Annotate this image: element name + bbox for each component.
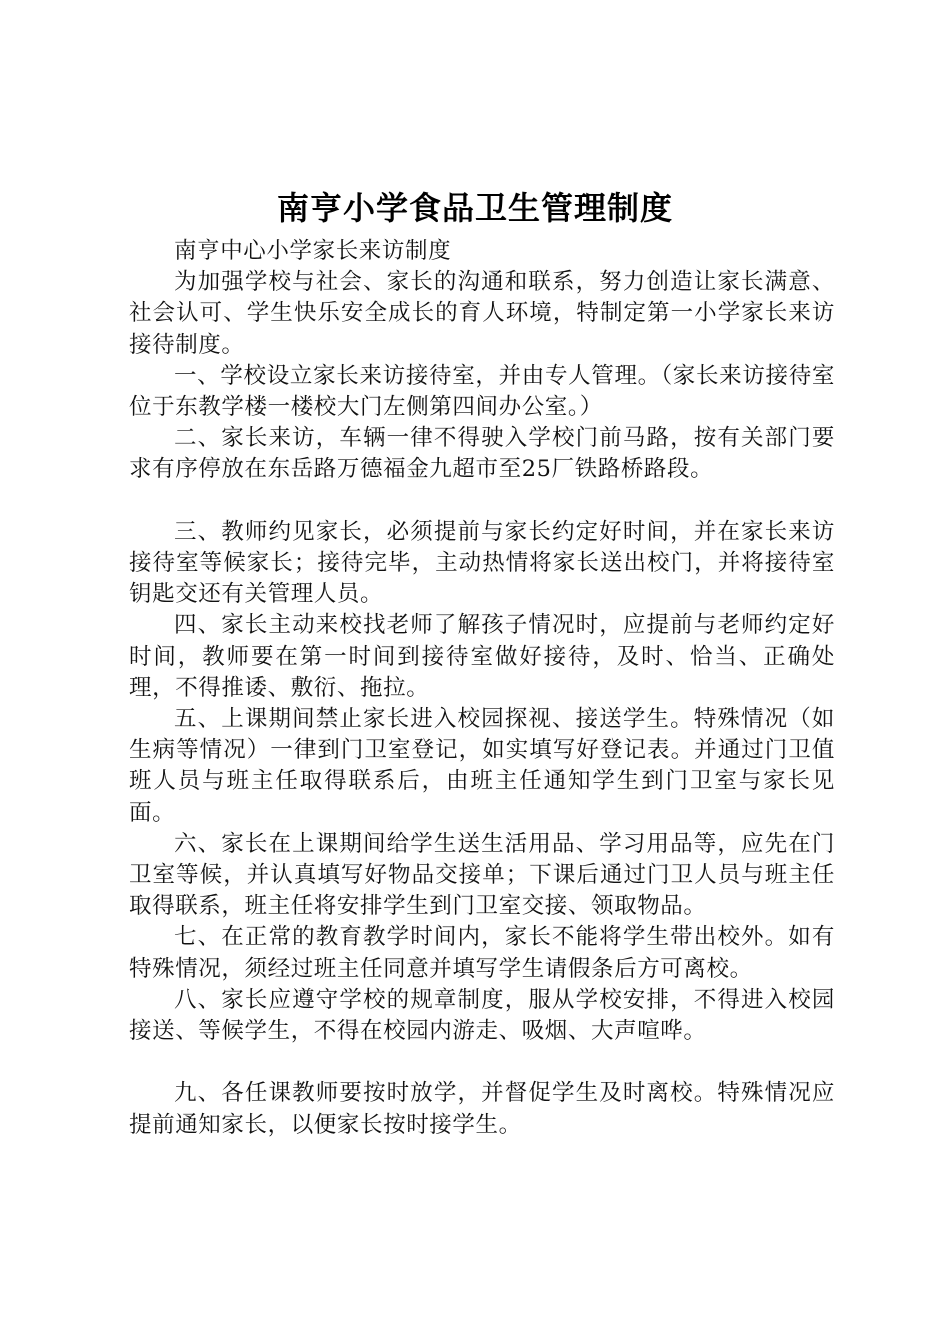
rule-paragraph-8: 八、家长应遵守学校的规章制度，服从学校安排，不得进入校园接送、等候学生，不得在校园内游走、吸烟、大声喧哗。 — [129, 986, 835, 1045]
rule-paragraph-2: 二、家长来访，车辆一律不得驶入学校门前马路，按有关部门要求有序停放在东岳路万德福金九超市至25厂铁路桥路段。 — [129, 425, 835, 483]
rule-paragraph-4: 四、家长主动来校找老师了解孩子情况时，应提前与老师约定好时间，教师要在第一时间到接待室做好接待，及时、恰当、正确处理，不得推诿、敷衍、拖拉。 — [129, 612, 835, 701]
intro-paragraph: 为加强学校与社会、家长的沟通和联系，努力创造让家长满意、社会认可、学生快乐安全成长的育人环境，特制定第一小学家长来访接待制度。 — [129, 269, 835, 358]
paragraph-spacer — [129, 486, 835, 517]
subtitle-paragraph: 南亨中心小学家长来访制度 — [174, 238, 452, 264]
rule-paragraph-5: 五、上课期间禁止家长进入校园探视、接送学生。特殊情况（如生病等情况）一律到门卫室登记，如实填写好登记表。并通过门卫值班人员与班主任取得联系后，由班主任通知学生到门卫室与家长见面。 — [129, 706, 835, 826]
rule-paragraph-9: 九、各任课教师要按时放学，并督促学生及时离校。特殊情况应提前通知家长，以便家长按时接学生。 — [129, 1080, 835, 1138]
rule-paragraph-6: 六、家长在上课期间给学生送生活用品、学习用品等，应先在门卫室等候，并认真填写好物品交接单；下课后通过门卫人员与班主任取得联系，班主任将安排学生到门卫室交接、领取物品。 — [129, 830, 835, 920]
document-body — [129, 236, 835, 1141]
rule-paragraph-1: 一、学校设立家长来访接待室，并由专人管理。（家长来访接待室位于东教学楼一楼校大门左侧第四间办公室。） — [129, 362, 835, 421]
rule-paragraph-7: 七、在正常的教育教学时间内，家长不能将学生带出校外。如有特殊情况，须经过班主任同意并填写学生请假条后方可离校。 — [129, 924, 835, 982]
rule-paragraph-3: 三、教师约见家长，必须提前与家长约定好时间，并在家长来访接待室等候家长；接待完毕，主动热情将家长送出校门，并将接待室钥匙交还有关管理人员。 — [129, 518, 835, 608]
paragraph-spacer — [129, 1047, 835, 1078]
document-title: 南亨小学食品卫生管理制度 — [276, 189, 673, 227]
